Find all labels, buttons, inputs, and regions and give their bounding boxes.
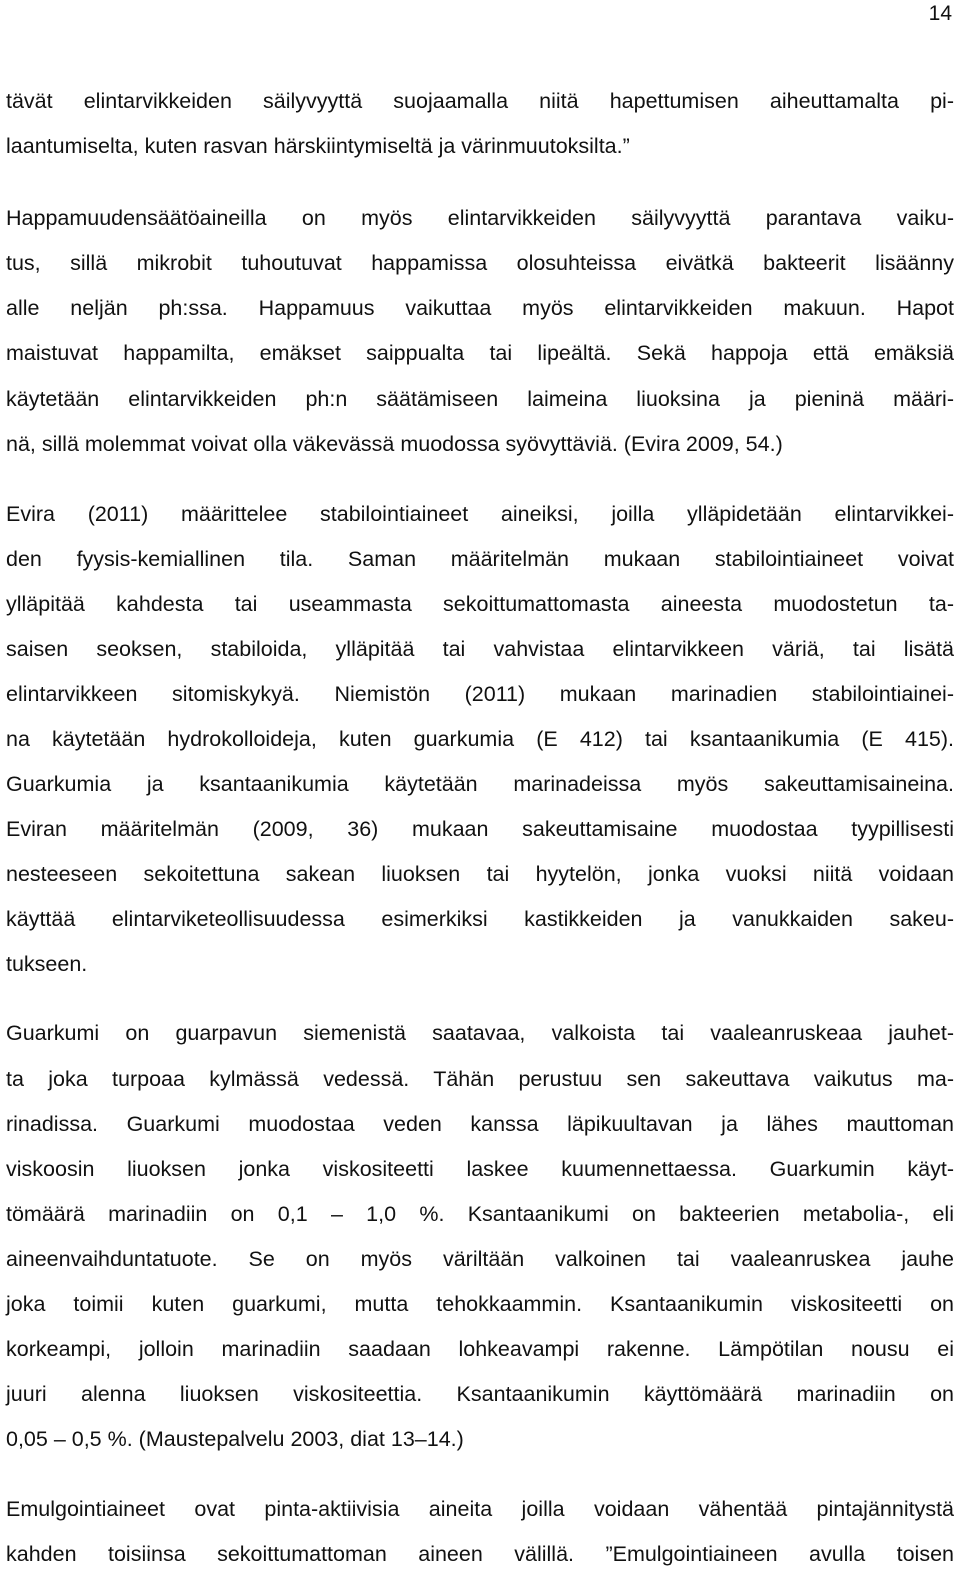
text-line: laantumiselta, kuten rasvan härskiintymiseltä ja värinmuutoksilta.”	[6, 134, 630, 158]
text-line: Emulgointiaineet ovat pinta-aktiivisia aineita joilla voidaan vähentää pintajännitystä	[6, 1497, 954, 1521]
text-line: na käytetään hydrokolloideja, kuten guarkumia (E 412) tai ksantaanikumia (E 415).	[6, 727, 954, 751]
text-line: joka toimii kuten guarkumi, mutta tehokkaammin. Ksantaanikumin viskositeetti on	[6, 1292, 954, 1316]
text-line: kahden toisiinsa sekoittumattoman aineen välillä. ”Emulgointiaineen avulla toisen	[6, 1542, 954, 1566]
text-line: tukseen.	[6, 952, 88, 976]
text-line: Happamuudensäätöaineilla on myös elintarvikkeiden säilyvyyttä parantava vaiku-	[6, 206, 954, 230]
text-line: viskoosin liuoksen jonka viskositeetti laskee kuumennettaessa. Guarkumin käyt-	[6, 1157, 954, 1181]
text-line: korkeampi, jolloin marinadiin saadaan lohkeavampi rakenne. Lämpötilan nousu ei	[6, 1337, 954, 1361]
text-line: alle neljän ph:ssa. Happamuus vaikuttaa myös elintarvikkeiden makuun. Hapot	[6, 296, 954, 320]
text-line: käyttää elintarviketeollisuudessa esimerkiksi kastikkeiden ja vanukkaiden sakeu-	[6, 907, 954, 931]
text-line: 0,05 – 0,5 %. (Maustepalvelu 2003, diat 13–14.)	[6, 1427, 464, 1451]
text-line: rinadissa. Guarkumi muodostaa veden kanssa läpikuultavan ja lähes mauttoman	[6, 1112, 954, 1136]
text-line: käytetään elintarvikkeiden ph:n säätämiseen laimeina liuoksina ja pieninä määri-	[6, 387, 954, 411]
text-line: ta joka turpoaa kylmässä vedessä. Tähän perustuu sen sakeuttava vaikutus ma-	[6, 1067, 954, 1091]
text-line: saisen seoksen, stabiloida, ylläpitää tai vahvistaa elintarvikkeen väriä, tai lisätä	[6, 637, 954, 661]
text-line: ylläpitää kahdesta tai useammasta sekoittumattomasta aineesta muodostetun ta-	[6, 592, 954, 616]
text-line: nesteeseen sekoitettuna sakean liuoksen tai hyytelön, jonka vuoksi niitä voidaan	[6, 862, 954, 886]
text-line: Guarkumia ja ksantaanikumia käytetään marinadeissa myös sakeuttamisaineina.	[6, 772, 954, 796]
text-line: tömäärä marinadiin on 0,1 – 1,0 %. Ksantaanikumi on bakteerien metabolia-, eli	[6, 1202, 954, 1226]
text-line: juuri alenna liuoksen viskositeettia. Ksantaanikumin käyttömäärä marinadiin on	[6, 1382, 954, 1406]
text-line: aineenvaihduntatuote. Se on myös väriltään valkoinen tai vaaleanruskea jauhe	[6, 1247, 954, 1271]
text-line: nä, sillä molemmat voivat olla väkevässä muodossa syövyttäviä. (Evira 2009, 54.)	[6, 432, 783, 456]
page-number: 14	[928, 2, 952, 25]
text-line: tus, sillä mikrobit tuhoutuvat happamissa olosuhteissa eivätkä bakteerit lisäänny	[6, 251, 954, 275]
text-line: Guarkumi on guarpavun siemenistä saatavaa, valkoista tai vaaleanruskeaa jauhet-	[6, 1021, 954, 1045]
text-line: Eviran määritelmän (2009, 36) mukaan sakeuttamisaine muodostaa tyypillisesti	[6, 817, 954, 841]
text-line: Evira (2011) määrittelee stabilointiaineet aineiksi, joilla ylläpidetään elintarvikkei-	[6, 502, 954, 526]
text-line: maistuvat happamilta, emäkset saippualta tai lipeältä. Sekä happoja että emäksiä	[6, 341, 954, 365]
text-line: den fyysis-kemiallinen tila. Saman määritelmän mukaan stabilointiaineet voivat	[6, 547, 954, 571]
text-line: elintarvikkeen sitomiskykyä. Niemistön (2011) mukaan marinadien stabilointiainei-	[6, 682, 954, 706]
text-line: tävät elintarvikkeiden säilyvyyttä suojaamalla niitä hapettumisen aiheuttamalta pi-	[6, 89, 954, 113]
